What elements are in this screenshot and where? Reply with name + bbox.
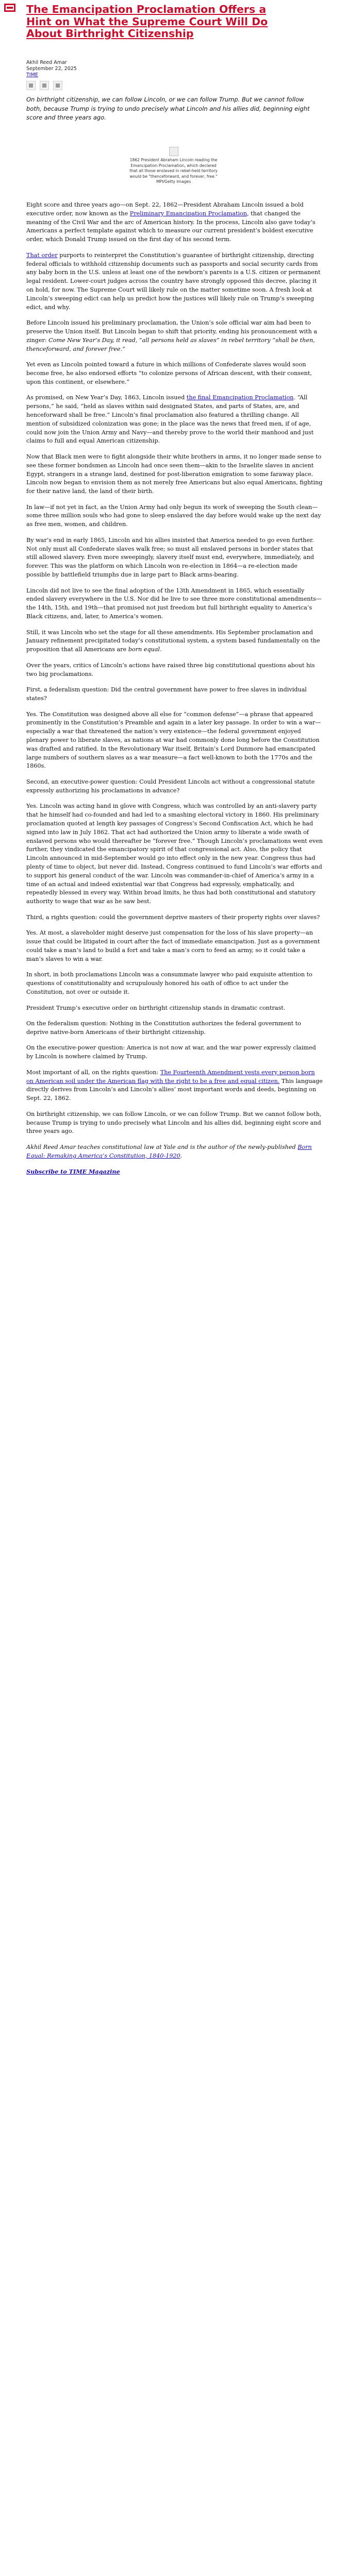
paragraph: Yes. The Constitution was designed above all else for “common defense”—a phrase that appeared prominently in the Constitution’s Preamble and again in a later key passage. In order to win a war—especially a war that threatened the nation’s very existence—the federal government enjoyed plenary power to liberate slaves, as nations at war had commonly done long before the Constitution was drafted and ratified. In the Revolutionary War itself, Britain’s Lord Dunmore had emancipated large numbers of southern slaves as a war measure—a fact well-known to both the 1770s and the 1860s. [26,710,321,770]
book-link[interactable]: Born Equal: Remaking America’s Constitution, 1840-1920 [26,1144,312,1159]
author-note: Akhil Reed Amar teaches constitutional law at Yale and is the author of the newly-published Born Equal: Remaking America’s Constitution, 1840-1920. [26,1144,312,1159]
image-caption: 1862 President Abraham Lincoln reading the Emancipation Proclamation, which declared that all those enslaved in rebel-held territory would be "thenceforward, and forever, free." MPI/Getty Images [129,158,218,184]
paragraph: Still, it was Lincoln who set the stage for all these amendments. His September proclamation and January refinement precipitated today’s constitutional system, a system based fundamentally on the proposition that all Americans are born equal. [26,629,320,653]
paragraph: Second, an executive-power question: Could President Lincoln act without a congressional statute expressly authorizing his proclamations in advance? [26,778,315,794]
paragraph: Eight score and three years ago—on Sept. 22, 1862—President Abraham Lincoln issued a bold executive order, now known as the Preliminary Emancipation Proclamation, that changed the meaning of the Civil War and the arc of American history. In the process, Lincoln also gave today’s Americans a perfect template against which to measure our current president’s boldest executive order, which Donald Trump issued on the first day of his second term. [26,201,316,243]
source-link[interactable]: TIME [26,72,38,78]
that-order-link[interactable]: That order [26,251,58,259]
twitter-share-icon[interactable] [40,81,49,90]
paragraph: Now that Black men were to fight alongside their white brothers in arms, it no longer made sense to see these former bondsmen as Lincoln had once seen them—akin to the Israelite slaves in ancient Egypt, strangers in a strange land, destined for post-liberation emigration to some faraway place. Lincoln now began to envision them as not merely free Americans but also equal Americans, fighting for their native land, the land of their birth. [26,453,323,495]
article-figure [128,147,219,185]
byline [26,60,77,78]
publish-date: September 22, 2025 [26,66,77,72]
article-intro: On birthright citizenship, we can follow Lincoln, or we can follow Trump. But we cannot follow both, because Trump is trying to undo precisely what Lincoln and his allies did, beginning eight score and three years ago. [26,96,310,121]
paragraph: That order purports to reinterpret the Constitution’s guarantee of birthright citizenship, directing federal officials to withhold citizenship documents such as passports and social security cards from any baby born in the U.S. unless at least one of the newborn’s parents is a U.S. citizen or permanent legal resident. Lower-court judges across the country have strongly opposed this decree, placing it on hold, for now. The Supreme Court will likely rule on the matter sometime soon. A fresh look at Lincoln’s sweeping edict can help us predict how the justices will likely rule on Trump’s sweeping edict, and why. [26,251,321,311]
paragraph: On birthright citizenship, we can follow Lincoln, or we can follow Trump. But we cannot follow both, because Trump is trying to undo precisely what Lincoln and his allies did, beginning eight score and three years ago. [26,1110,322,1135]
fourteenth-amendment-link[interactable]: The Fourteenth Amendment vests every person born on American soil under the American flag with the right to be a free and equal citizen. [26,1069,315,1084]
paragraph: Yes. Lincoln was acting hand in glove with Congress, which was controlled by an anti-slavery party that he himself had co-founded and had led to a smashing electoral victory in 1860. His preliminary proclamation quoted at length key passages of Congress’s Second Confiscation Act, which he had signed into law in July 1862. That act had authorized the Union army to liberate a wide swath of enslaved persons who would thereafter be “forever free.” Though Lincoln’s proclamations went even further, they vindicated the emancipatory spirit of that congressional act. Also, the policy that Lincoln announced in mid-September would go into effect only in the new year. Congress thus had plenty of time to object, but never did. Instead, Congress continued to fund Lincoln’s war efforts and to support his general conduct of the war. Lincoln was commander-in-chief of America’s army in a time of an actual and indeed existential war that Congress had expressly, emphatically, and repeatedly blessed in every way. Within broad limits, he thus had both constitutional and statutory authority to wage that war as he saw best. [26,803,323,905]
paragraph: In law—if not yet in fact, as the Union Army had only begun its work of sweeping the South clean—some three million souls who had gone to sleep enslaved the day before would wake up the next day as free men, women, and children. [26,503,321,528]
paragraph: Yet even as Lincoln pointed toward a future in which millions of Confederate slaves would soon become free, he also endorsed efforts “to colonize persons of African descent, with their consent, upon this continent, or elsewhere.” [26,361,312,385]
paragraph: As promised, on New Year’s Day, 1863, Lincoln issued the final Emancipation Proclamation. “All persons,” he said, “held as slaves within said designated States, and parts of States, are, and henceforward shall be free.” Lincoln’s final proclamation also featured a thrilling change. All mention of subsidized colonization was gone; in the place was the news that freed men, if of age, could now join the Union Army and Navy—and thereby prove to the world their manhood and just claims to full and equal American citizenship. [26,394,314,445]
paragraph: By war’s end in early 1865, Lincoln and his allies insisted that America needed to go even further. Not only must all Confederate slaves walk free; so must all enslaved persons in border states that still allowed slavery. Even more sweepingly, slavery itself must end, everywhere, immediately, and forever. This was the platform on which Lincoln won re-election in 1864—a re-election made possible by battlefield triumphs due in large part to Black arms-bearing. [26,536,314,579]
paragraph: Lincoln did not live to see the final adoption of the 13th Amendment in 1865, which essentially ended slavery everywhere in the U.S. Nor did he live to see three more constitutional amendments—the 14th, 15th, and 19th—that promised not just freedom but full birthright equality to America’s Black citizens, and, later, to America’s women. [26,587,322,620]
broken-image-icon [169,147,178,156]
paragraph: In short, in both proclamations Lincoln was a consummate lawyer who paid exquisite attention to questions of constitutionality and scrupulously honored his oath of office to act under the Constitution, not over or outside it. [26,971,313,995]
paragraph: First, a federalism question: Did the central government have power to free slaves in individual states? [26,686,307,702]
subscribe-line [26,1167,323,1176]
share-buttons [26,81,62,90]
paragraph: On the federalism question: Nothing in the Constitution authorizes the federal government to deprive native-born Americans of their birthright citizenship. [26,1020,301,1036]
newsletter-logo[interactable] [4,4,15,12]
paragraph: President Trump’s executive order on birthright citizenship stands in dramatic contrast. [26,1004,286,1011]
subscribe-link[interactable]: Subscribe to TIME Magazine [26,1168,120,1176]
paragraph: Over the years, critics of Lincoln’s actions have raised three big constitutional questions about his two big proclamations. [26,662,315,677]
preliminary-proclamation-link[interactable]: Preliminary Emancipation Proclamation [129,210,247,217]
paragraph: Before Lincoln issued his preliminary proclamation, the Union’s sole official war aim had been to preserve the Union itself. But Lincoln began to shift that priority, ending his pronouncement with a zinger: Come New Year’s Day, it read, “all persons held as slaves” in rebel territory “shall be then, thenceforward, and forever free.” [26,319,317,352]
paragraph: Third, a rights question: could the government deprive masters of their property rights over slaves? [26,913,320,921]
article-headline[interactable]: The Emancipation Proclamation Offers a Hint on What the Supreme Court Will Do About Birthright Citizenship [26,3,268,40]
paragraph: Yes. At most, a slaveholder might deserve just compensation for the loss of his slave property—an issue that could be litigated in court after the fact of immediate emancipation. Just as a government could take a man’s land to build a fort and take a man’s corn to feed an army, so it could take a man’s slaves to win a war. [26,929,320,962]
email-share-icon[interactable] [53,81,62,90]
final-proclamation-link[interactable]: the final Emancipation Proclamation [186,394,294,401]
paragraph: Most important of all, on the rights question: The Fourteenth Amendment vests every person born on American soil under the American flag with the right to be a free and equal citizen. This language directly derives from Lincoln’s and Lincoln’s allies’ most important words and deeds, beginning on Sept. 22, 1862. [26,1069,323,1102]
author-name: Akhil Reed Amar [26,60,67,65]
article-body [26,201,323,1183]
paragraph: On the executive-power question: America is not now at war, and the war power expressly claimed by Lincoln is nowhere claimed by Trump. [26,1044,316,1060]
facebook-share-icon[interactable] [26,81,36,90]
